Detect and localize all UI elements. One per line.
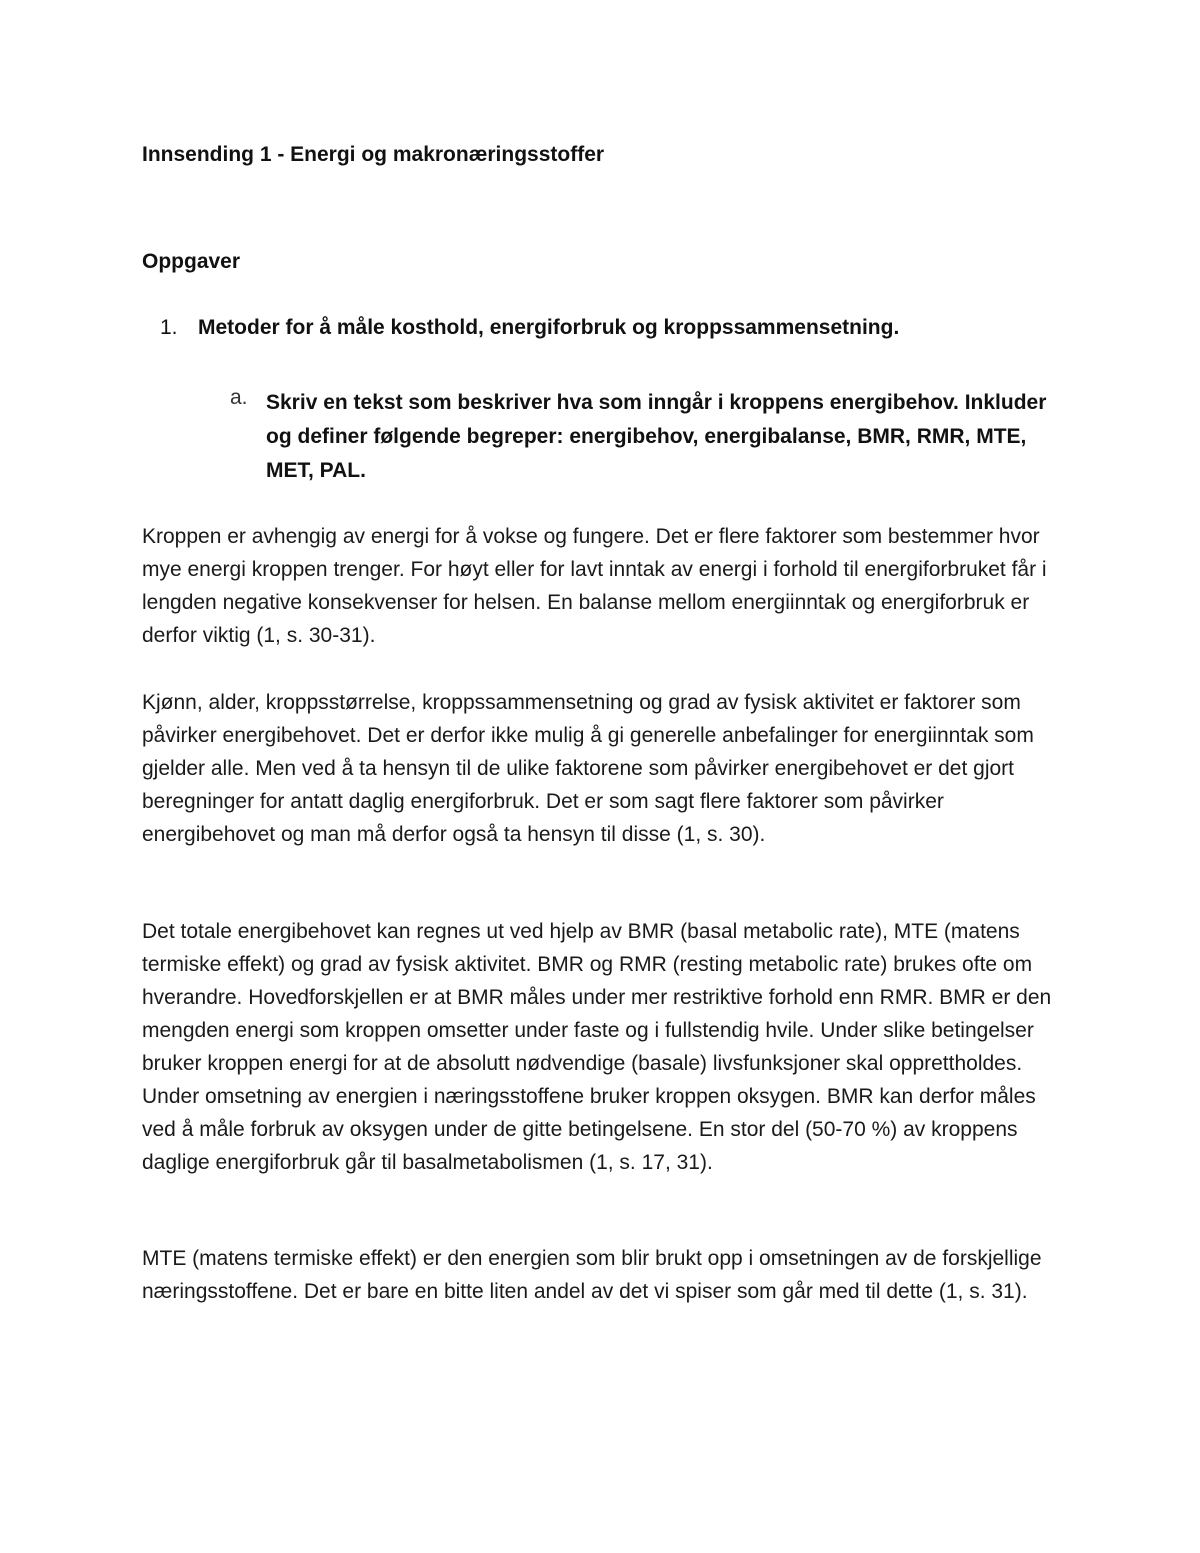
paragraph-4: MTE (matens termiske effekt) er den energien som blir brukt opp i omsetningen av de forskjellige næringsstoffene. Det er bare en bitte liten andel av det vi spiser som går med til dette (1, s. 31).: [142, 1247, 1042, 1303]
task-text: Metoder for å måle kosthold, energiforbruk og kroppssammensetning.: [198, 316, 900, 339]
subtask-item: [230, 386, 1050, 488]
task-item: [160, 316, 899, 340]
subtask-letter: a.: [230, 386, 248, 409]
subtask-text: Skriv en tekst som beskriver hva som inngår i kroppens energibehov. Inkluder og definer følgende begreper: energibehov, energibalanse, BMR, RMR, MTE, MET, PAL.: [266, 391, 1047, 482]
paragraph-2: Kjønn, alder, kroppsstørrelse, kroppssammensetning og grad av fysisk aktivitet er faktorer som påvirker energibehovet. Det er derfor ikke mulig å gi generelle anbefalinger for energiinntak som gjelder alle. Men ved å ta hensyn til de ulike faktorene som påvirker energibehovet er det gjort beregninger for antatt daglig energiforbruk. Det er som sagt flere faktorer som påvirker energibehovet og man må derfor også ta hensyn til disse (1, s. 30).: [142, 691, 1034, 846]
paragraph-1: Kroppen er avhengig av energi for å vokse og fungere. Det er flere faktorer som bestemmer hvor mye energi kroppen trenger. For høyt eller for lavt inntak av energi i forhold til energiforbruket får i lengden negative konsekvenser for helsen. En balanse mellom energiinntak og energiforbruk er derfor viktig (1, s. 30-31).: [142, 525, 1047, 647]
paragraph-3: Det totale energibehovet kan regnes ut ved hjelp av BMR (basal metabolic rate), MTE (matens termiske effekt) og grad av fysisk aktivitet. BMR og RMR (resting metabolic rate) brukes ofte om hverandre. Hovedforskjellen er at BMR måles under mer restriktive forhold enn RMR. BMR er den mengden energi som kroppen omsetter under faste og i fullstendig hvile. Under slike betingelser bruker kroppen energi for at de absolutt nødvendige (basale) livsfunksjoner skal opprettholdes. Under omsetning av energien i næringsstoffene bruker kroppen oksygen. BMR kan derfor måles ved å måle forbruk av oksygen under de gitte betingelsene. En stor del (50-70 %) av kroppens daglige energiforbruk går til basalmetabolismen (1, s. 17, 31).: [142, 920, 1052, 1174]
task-number: 1.: [160, 316, 178, 339]
section-heading: Oppgaver: [142, 250, 241, 273]
document-title: Innsending 1 - Energi og makronæringsstoffer: [142, 143, 605, 166]
